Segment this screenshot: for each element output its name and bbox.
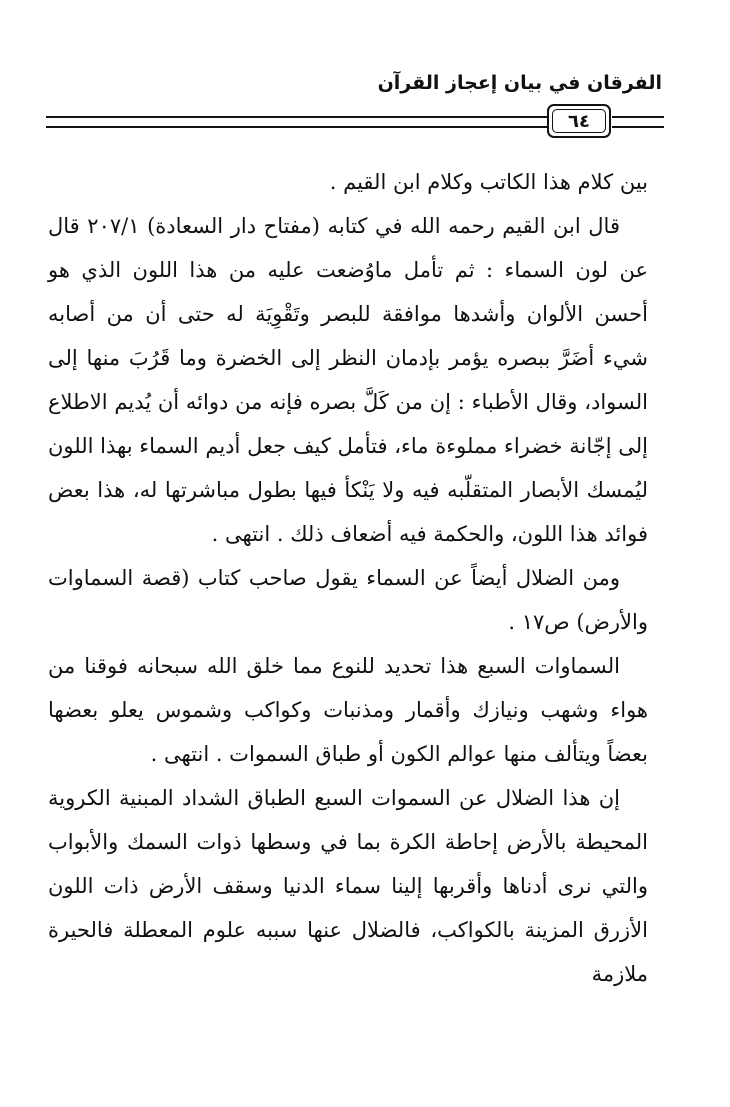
body-text	[48, 160, 648, 996]
running-title: الفرقان في بيان إعجاز القرآن	[377, 72, 662, 94]
paragraph-book-reference: ومن الضلال أيضاً عن السماء يقول صاحب كتاب (قصة السماوات والأرض) ص١٧ .	[48, 566, 648, 634]
page-number-frame	[547, 104, 611, 138]
page-number: ٦٤	[552, 109, 606, 133]
paragraph-continuation: بين كلام هذا الكاتب وكلام ابن القيم .	[329, 170, 648, 194]
header-rule-lower-left	[46, 126, 548, 128]
paragraph-ibn-qayyim-quote: قال ابن القيم رحمه الله في كتابه (مفتاح دار السعادة) ٢٠٧/١ قال عن لون السماء : ثم تأمل ماوُضعت عليه من هذا اللون الذي هو أحسن الألوان وأشدها موافقة للبصر وتَقْوِيَة له حتى أن من أصابه شيء أضَرَّ ببصره يؤمر بإدمان النظر إلى الخضرة وما قَرُبَ منها إلى السواد، وقال الأطباء : إن من كَلَّ بصره فإنه من دوائه أن يُديم الاطلاع إلى إجّانة خضراء مملوءة ماء، فتأمل كيف جعل أديم السماء بهذا اللون ليُمسك الأبصار المتقلّبه فيه ولا يَنْكأ فيها بطول مباشرتها له، هذا بعض فوائد هذا اللون، والحكمة فيه أضعاف ذلك . انتهى .	[48, 214, 648, 546]
paragraph-commentary: إن هذا الضلال عن السموات السبع الطباق الشداد المبنية الكروية المحيطة بالأرض إحاطة الكرة بما في وسطها ذوات السمك والأبواب والتي نرى أدناها وأقربها إلينا سماء الدنيا وسقف الأرض ذات اللون الأزرق المزينة بالكواكب، فالضلال عنها سببه علوم المعطلة فالحيرة ملازمة	[48, 786, 648, 986]
header-rule-upper-right	[612, 116, 664, 118]
paragraph-seven-heavens-quote: السماوات السبع هذا تحديد للنوع مما خلق الله سبحانه فوقنا من هواء وشهب ونيازك وأقمار ومذنبات وكواكب وشموس يعلو بعضها بعضاً ويتألف منها عوالم الكون أو طباق السموات . انتهى .	[48, 654, 648, 766]
header-rule-lower-right	[612, 126, 664, 128]
header-rule-upper-left	[46, 116, 548, 118]
